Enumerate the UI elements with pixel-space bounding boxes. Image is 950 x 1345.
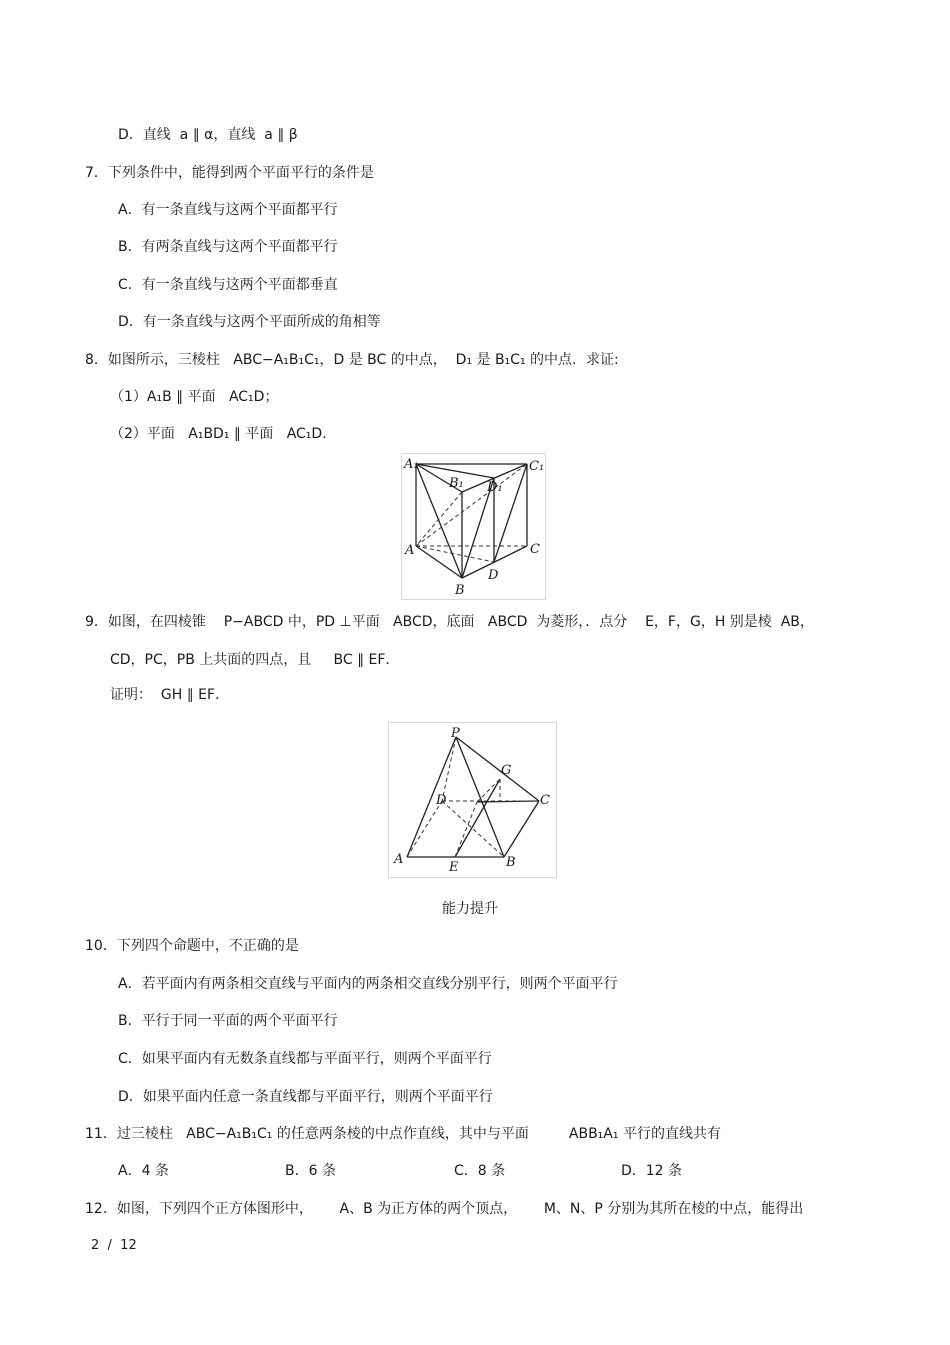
prism-figure xyxy=(401,453,546,600)
q7-option-a: A．有一条直线与这两个平面都平行 xyxy=(118,202,338,218)
q10-option-b: B．平行于同一平面的两个平面平行 xyxy=(118,1013,338,1029)
pyramid-diagram xyxy=(389,723,556,877)
q11-stem: 11．过三棱柱 ABC−A₁B₁C₁ 的任意两条棱的中点作直线，其中与平面 ABB₁A₁ 平行的直线共有 xyxy=(85,1126,721,1142)
label-C: C xyxy=(530,542,540,557)
q9-proof-statement: 证明： GH ∥ EF． xyxy=(110,687,230,703)
q11-option-a: A．4 条 xyxy=(118,1163,169,1179)
q12-stem: 12．如图，下列四个正方体图形中， A、B 为正方体的两个顶点， M、N、P 分别为其所在棱的中点，能得出 xyxy=(85,1201,804,1217)
label-D: D xyxy=(436,793,447,808)
label-B: B xyxy=(506,855,516,870)
q11-option-b: B．6 条 xyxy=(285,1163,336,1179)
q11-option-d: D．12 条 xyxy=(621,1163,683,1179)
q7-option-c: C．有一条直线与这两个平面都垂直 xyxy=(118,277,338,293)
label-A1: A₁ xyxy=(404,457,419,472)
q8-part-1: （1）A₁B ∥ 平面 AC₁D； xyxy=(110,389,279,405)
q6-option-d: D．直线 a ∥ α，直线 a ∥ β xyxy=(118,127,298,143)
section-heading: 能力提升 xyxy=(442,901,498,917)
label-D: D xyxy=(488,568,499,583)
q10-option-c: C．如果平面内有无数条直线都与平面平行，则两个平面平行 xyxy=(118,1051,492,1067)
q11-option-c: C．8 条 xyxy=(454,1163,506,1179)
label-B: B xyxy=(455,583,465,598)
q7-stem: 7．下列条件中，能得到两个平面平行的条件是 xyxy=(85,165,374,181)
label-B1: B₁ xyxy=(449,476,464,491)
label-A: A xyxy=(405,543,415,558)
q8-stem: 8．如图所示，三棱柱 ABC−A₁B₁C₁，D 是 BC 的中点， D₁ 是 B₁C₁ 的中点．求证: xyxy=(85,352,619,368)
label-D1: D₁ xyxy=(487,480,503,495)
prism-diagram xyxy=(402,454,545,599)
q10-stem: 10．下列四个命题中，不正确的是 xyxy=(85,938,299,954)
page-number: 2 / 12 xyxy=(91,1238,137,1253)
label-C1: C₁ xyxy=(529,459,545,474)
q9-stem: 9．如图，在四棱锥 P−ABCD 中，PD ⊥平面 ABCD，底面 ABCD 为菱形，．点分 E，F，G，H 别是棱 AB， xyxy=(85,614,814,630)
q10-option-a: A．若平面内有两条相交直线与平面内的两条相交直线分别平行，则两个平面平行 xyxy=(118,976,618,992)
label-G: G xyxy=(501,763,512,778)
q9-stem-continued: CD，PC，PB 上共面的四点，且 BC ∥ EF． xyxy=(110,652,400,668)
q7-option-d: D．有一条直线与这两个平面所成的角相等 xyxy=(118,314,381,330)
pyramid-figure xyxy=(388,722,557,878)
label-A: A xyxy=(394,852,404,867)
q10-option-d: D．如果平面内任意一条直线都与平面平行，则两个平面平行 xyxy=(118,1089,493,1105)
label-P: P xyxy=(451,726,460,741)
label-E: E xyxy=(449,860,459,875)
q7-option-b: B．有两条直线与这两个平面都平行 xyxy=(118,239,338,255)
q8-part-2: （2）平面 A₁BD₁ ∥ 平面 AC₁D． xyxy=(110,426,337,442)
label-C: C xyxy=(540,793,550,808)
